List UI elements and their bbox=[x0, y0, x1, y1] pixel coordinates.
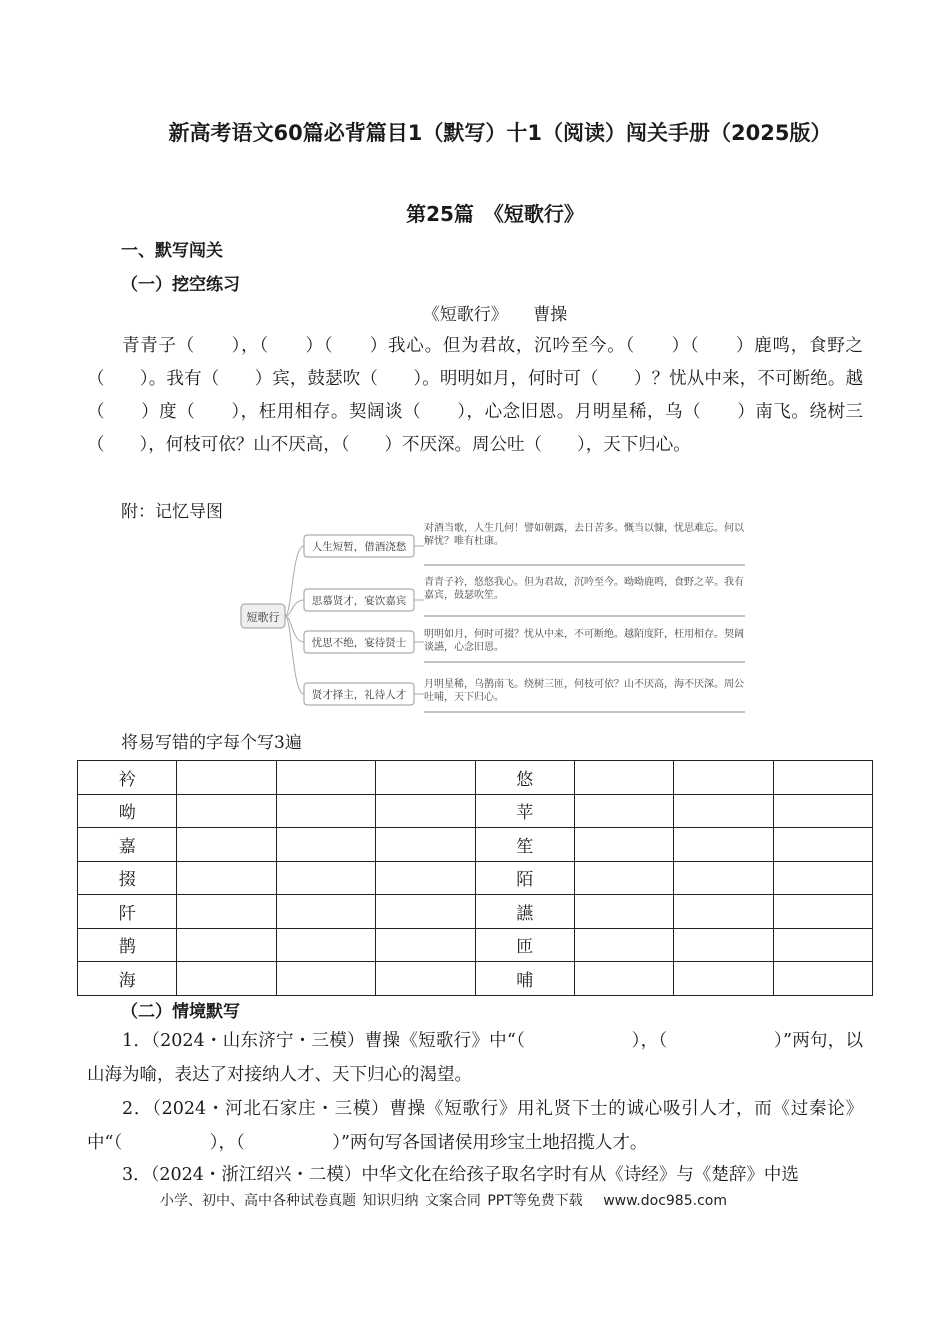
table-char-cell: 匝 bbox=[475, 928, 574, 962]
practice-cell[interactable] bbox=[574, 794, 673, 828]
practice-cell[interactable] bbox=[574, 928, 673, 962]
mindmap-branch-4-text: 月明星稀，乌鹊南飞。绕树三匝，何枝可依？山不厌高，海不厌深。周公吐哺，天下归心。 bbox=[424, 679, 744, 703]
practice-cell[interactable] bbox=[177, 861, 276, 895]
appendix-label: 附：记忆导图 bbox=[121, 502, 223, 522]
table-char-cell: 阡 bbox=[78, 895, 177, 929]
subsection-heading-fill-blank: （一）挖空练习 bbox=[121, 275, 240, 295]
practice-cell[interactable] bbox=[773, 761, 872, 795]
table-char-cell: 呦 bbox=[78, 794, 177, 828]
table-row bbox=[78, 895, 873, 929]
practice-cell[interactable] bbox=[773, 828, 872, 862]
practice-cell[interactable] bbox=[674, 928, 773, 962]
table-row bbox=[78, 828, 873, 862]
mindmap-branch-2 bbox=[304, 576, 746, 616]
practice-cell[interactable] bbox=[376, 761, 475, 795]
practice-cell[interactable] bbox=[276, 761, 375, 795]
table-char-cell: 苹 bbox=[475, 794, 574, 828]
practice-cell[interactable] bbox=[574, 861, 673, 895]
mindmap-branch-2-text: 青青子衿，悠悠我心。但为君故，沉吟至今。呦呦鹿鸣，食野之苹。我有嘉宾，鼓瑟吹笙。 bbox=[424, 577, 744, 601]
table-char-cell: 哺 bbox=[475, 962, 574, 996]
practice-cell[interactable] bbox=[376, 928, 475, 962]
document-title: 新高考语文60篇必背篇目1（默写）十1（阅读）闯关手册（2025版） bbox=[168, 121, 832, 145]
mindmap-branch-4-label: 贤才择主，礼待人才 bbox=[311, 689, 407, 701]
practice-cell[interactable] bbox=[177, 761, 276, 795]
poem-fill-blank-text: 青青子（ ），（ ）（ ）我心。但为君故，沉吟至今。（ ）（ ）鹿鸣，食野之（ ）。我有（ ）宾，鼓瑟吹（ ）。明明如月，何时可（ ）？忧从中来，不可断绝。越（ ）度（ ），枉用相存。契阔谈（ ），心念旧恩。月明星稀，乌（ ）南飞。绕树三（ ），何枝可依？山不厌高，（ ）不厌深。周公吐（ ），天下归心。 bbox=[87, 336, 863, 455]
practice-cell[interactable] bbox=[276, 895, 375, 929]
practice-cell[interactable] bbox=[574, 962, 673, 996]
poem-heading: 《短歌行》 曹操 bbox=[422, 305, 568, 325]
mindmap-branch-3 bbox=[304, 628, 746, 662]
subsection-heading-context-dictation: （二）情境默写 bbox=[121, 1002, 240, 1022]
practice-cell[interactable] bbox=[376, 895, 475, 929]
practice-cell[interactable] bbox=[376, 861, 475, 895]
table-row bbox=[78, 761, 873, 795]
table-char-cell: 笙 bbox=[475, 828, 574, 862]
mindmap-branch-1-text: 对酒当歌，人生几何！譬如朝露，去日苦多。慨当以慷，忧思难忘。何以解忧？唯有杜康。 bbox=[424, 523, 744, 547]
mindmap-branch-4 bbox=[304, 678, 746, 712]
chapter-title: 第25篇 《短歌行》 bbox=[406, 202, 584, 226]
practice-cell[interactable] bbox=[773, 861, 872, 895]
practice-cell[interactable] bbox=[376, 962, 475, 996]
practice-cell[interactable] bbox=[276, 828, 375, 862]
practice-cell[interactable] bbox=[376, 828, 475, 862]
table-char-cell: 海 bbox=[78, 962, 177, 996]
section-heading-dictation: 一、默写闯关 bbox=[121, 241, 223, 261]
practice-cell[interactable] bbox=[177, 895, 276, 929]
practice-cell[interactable] bbox=[674, 794, 773, 828]
mindmap-branch-2-label: 思慕贤才，宴饮嘉宾 bbox=[311, 595, 407, 607]
practice-cell[interactable] bbox=[674, 761, 773, 795]
table-row bbox=[78, 794, 873, 828]
practice-cell[interactable] bbox=[674, 861, 773, 895]
table-char-cell: 衿 bbox=[78, 761, 177, 795]
character-practice-table bbox=[77, 760, 873, 996]
mindmap-root-label: 短歌行 bbox=[246, 611, 280, 624]
practice-cell[interactable] bbox=[674, 962, 773, 996]
practice-cell[interactable] bbox=[177, 794, 276, 828]
table-row bbox=[78, 928, 873, 962]
table-char-cell: 嘉 bbox=[78, 828, 177, 862]
practice-cell[interactable] bbox=[177, 928, 276, 962]
practice-cell[interactable] bbox=[574, 761, 673, 795]
table-row bbox=[78, 861, 873, 895]
practice-cell[interactable] bbox=[773, 794, 872, 828]
mindmap-branch-3-label: 忧思不绝，宴待贤士 bbox=[311, 637, 407, 649]
practice-cell[interactable] bbox=[674, 828, 773, 862]
practice-cell[interactable] bbox=[276, 794, 375, 828]
mindmap-branch-1 bbox=[304, 522, 746, 565]
practice-table-caption: 将易写错的字每个写3遍 bbox=[121, 733, 302, 753]
practice-cell[interactable] bbox=[773, 962, 872, 996]
page-footer: 小学、初中、高中各种试卷真题 知识归纳 文案合同 PPT等免费下载 www.doc985.com bbox=[160, 1193, 727, 1209]
practice-cell[interactable] bbox=[276, 928, 375, 962]
practice-cell[interactable] bbox=[177, 828, 276, 862]
practice-cell[interactable] bbox=[574, 828, 673, 862]
table-char-cell: 陌 bbox=[475, 861, 574, 895]
memory-mind-map bbox=[240, 518, 746, 714]
practice-cell[interactable] bbox=[177, 962, 276, 996]
table-char-cell: 悠 bbox=[475, 761, 574, 795]
question-2: 2．（2024・河北石家庄・三模）曹操《短歌行》用礼贤下士的诚心吸引人才，而《过秦论》中“（ ），（ ）”两句写各国诸侯用珍宝土地招揽人才。 bbox=[87, 1099, 863, 1153]
table-char-cell: 讌 bbox=[475, 895, 574, 929]
practice-cell[interactable] bbox=[574, 895, 673, 929]
table-char-cell: 鹊 bbox=[78, 928, 177, 962]
practice-cell[interactable] bbox=[376, 794, 475, 828]
mindmap-branch-3-text: 明明如月，何时可掇？忧从中来，不可断绝。越陌度阡，枉用相存。契阔谈讌，心念旧恩。 bbox=[424, 629, 744, 653]
question-1: 1．（2024・山东济宁・三模）曹操《短歌行》中“（ ），（ ）”两句，以山海为喻，表达了对接纳人才、天下归心的渴望。 bbox=[87, 1031, 863, 1085]
mindmap-branch-1-label: 人生短暂，借酒浇愁 bbox=[311, 541, 407, 553]
table-row bbox=[78, 962, 873, 996]
practice-cell[interactable] bbox=[773, 928, 872, 962]
practice-cell[interactable] bbox=[773, 895, 872, 929]
practice-cell[interactable] bbox=[674, 895, 773, 929]
table-char-cell: 掇 bbox=[78, 861, 177, 895]
question-3: 3．（2024・浙江绍兴・二模）中华文化在给孩子取名字时有从《诗经》与《楚辞》中选 bbox=[122, 1165, 799, 1185]
practice-cell[interactable] bbox=[276, 962, 375, 996]
practice-cell[interactable] bbox=[276, 861, 375, 895]
